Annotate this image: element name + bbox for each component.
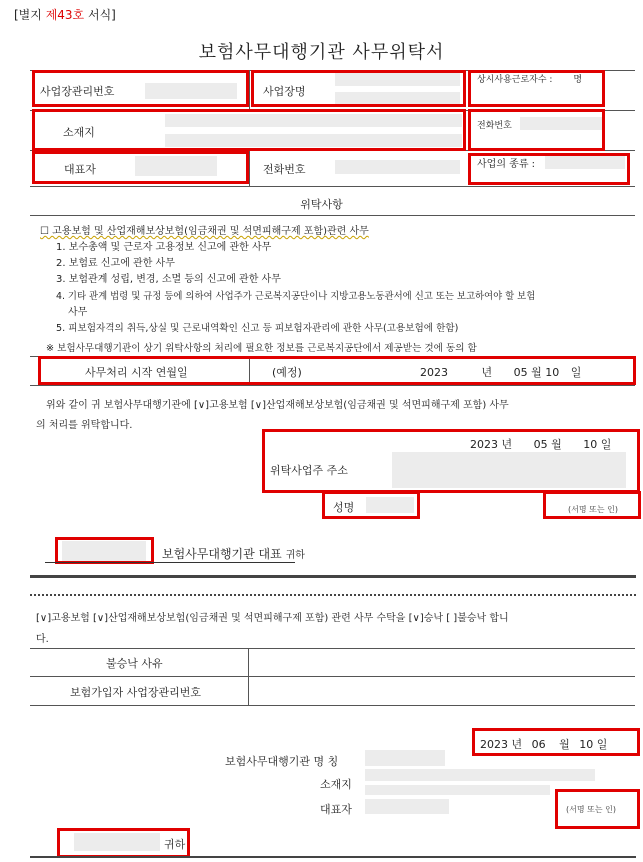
agency-address-field <box>365 769 595 781</box>
request-line2: 의 처리를 위탁합니다. <box>36 420 133 431</box>
consent-note: ※ 보험사무대행기관이 상기 위탁사항의 처리에 필요한 정보를 근로복지공단에서 제공받는 것에 동의 함 <box>46 343 477 354</box>
sign-placeholder-1: (서명 또는 인) <box>568 505 618 514</box>
form-number: 제43호 <box>45 8 85 22</box>
item-5: 5. 피보험자격의 취득,상실 및 근로내역확인 신고 등 피보험자관리에 관한 사무(고용보험에 한함) <box>56 323 459 335</box>
section-title: 위탁사항 <box>300 198 343 211</box>
owner-name-label: 성명 <box>333 501 355 514</box>
agency-name-label: 보험사무대행기관 명 칭 <box>225 755 339 768</box>
agency-address-field-2 <box>365 785 550 795</box>
item-4: 4. 기타 관계 법령 및 규정 등에 의하여 사업주가 근로복지공단이나 지방고용노동관서에 신고 또는 보고하여야 할 보험 <box>56 290 536 302</box>
consign-date: 2023 년 05 월 10 일 <box>470 438 612 451</box>
request-line1: 위와 같이 귀 보험사무대행기관에 [∨]고용보험 [∨]산업재해보상보험(임금채권 및 석면피해구제 포함) 사무 <box>46 400 509 411</box>
biz-name-label: 사업장명 <box>263 85 306 98</box>
biz-no-label: 사업장관리번호 <box>40 85 115 98</box>
start-label: 사무처리 시작 연월일 <box>85 366 188 379</box>
sign-placeholder-2: (서명 또는 인) <box>566 805 616 814</box>
workers-label: 상시사용근로자수 : 명 <box>477 75 583 85</box>
accept-date: 2023 년 06 월 10 일 <box>480 738 608 751</box>
rep-label: 대표자 <box>64 163 96 176</box>
reject-reason-label: 불승낙 사유 <box>106 657 163 670</box>
item-3: 3. 보험관계 성립, 변경, 소멸 등의 신고에 관한 사무 <box>56 274 281 286</box>
phone2-value <box>335 160 460 174</box>
item-2: 2. 보험료 신고에 관한 사무 <box>56 258 175 270</box>
agency-name-field <box>365 750 445 766</box>
items-list <box>56 240 535 337</box>
item-4-cont: 사무 <box>68 306 88 318</box>
agency-address-label: 소재지 <box>320 778 352 791</box>
phone2-label: 전화번호 <box>263 163 306 176</box>
biz-type-label: 사업의 종류 : <box>477 159 536 170</box>
start-note: (예정) <box>272 366 302 379</box>
agency-rep-field <box>365 799 449 814</box>
accept-line2: 다. <box>36 634 49 645</box>
items-main: ☐ 고용보험 및 산업재해보상보험(임금채권 및 석면피해구제 포함)관련 사무 <box>40 226 369 237</box>
final-suffix: 귀하 <box>164 838 186 851</box>
member-biz-label: 보험가입자 사업장관리번호 <box>70 686 202 699</box>
agency-rep-label: 대표자 <box>320 803 352 816</box>
accept-line1: [∨]고용보험 [∨]산업재해보상보험(임금채권 및 석면피해구제 포함) 관련 사무 수탁을 [∨]승낙 [ ]불승낙 합니 <box>36 613 509 624</box>
start-date: 2023 년 05 월 10 일 <box>420 366 582 379</box>
agency-to: 보험사무대행기관 대표 귀하 <box>162 547 305 561</box>
address-label: 소재지 <box>63 126 95 139</box>
owner-address-label: 위탁사업주 주소 <box>270 464 348 477</box>
form-id: [별지 제43호 서식] <box>14 8 116 22</box>
item-1: 1. 보수총액 및 근로자 고용정보 신고에 관한 사무 <box>56 242 272 253</box>
page-title: 보험사무대행기관 사무위탁서 <box>198 42 445 63</box>
phone-label: 전화번호 <box>477 121 512 131</box>
